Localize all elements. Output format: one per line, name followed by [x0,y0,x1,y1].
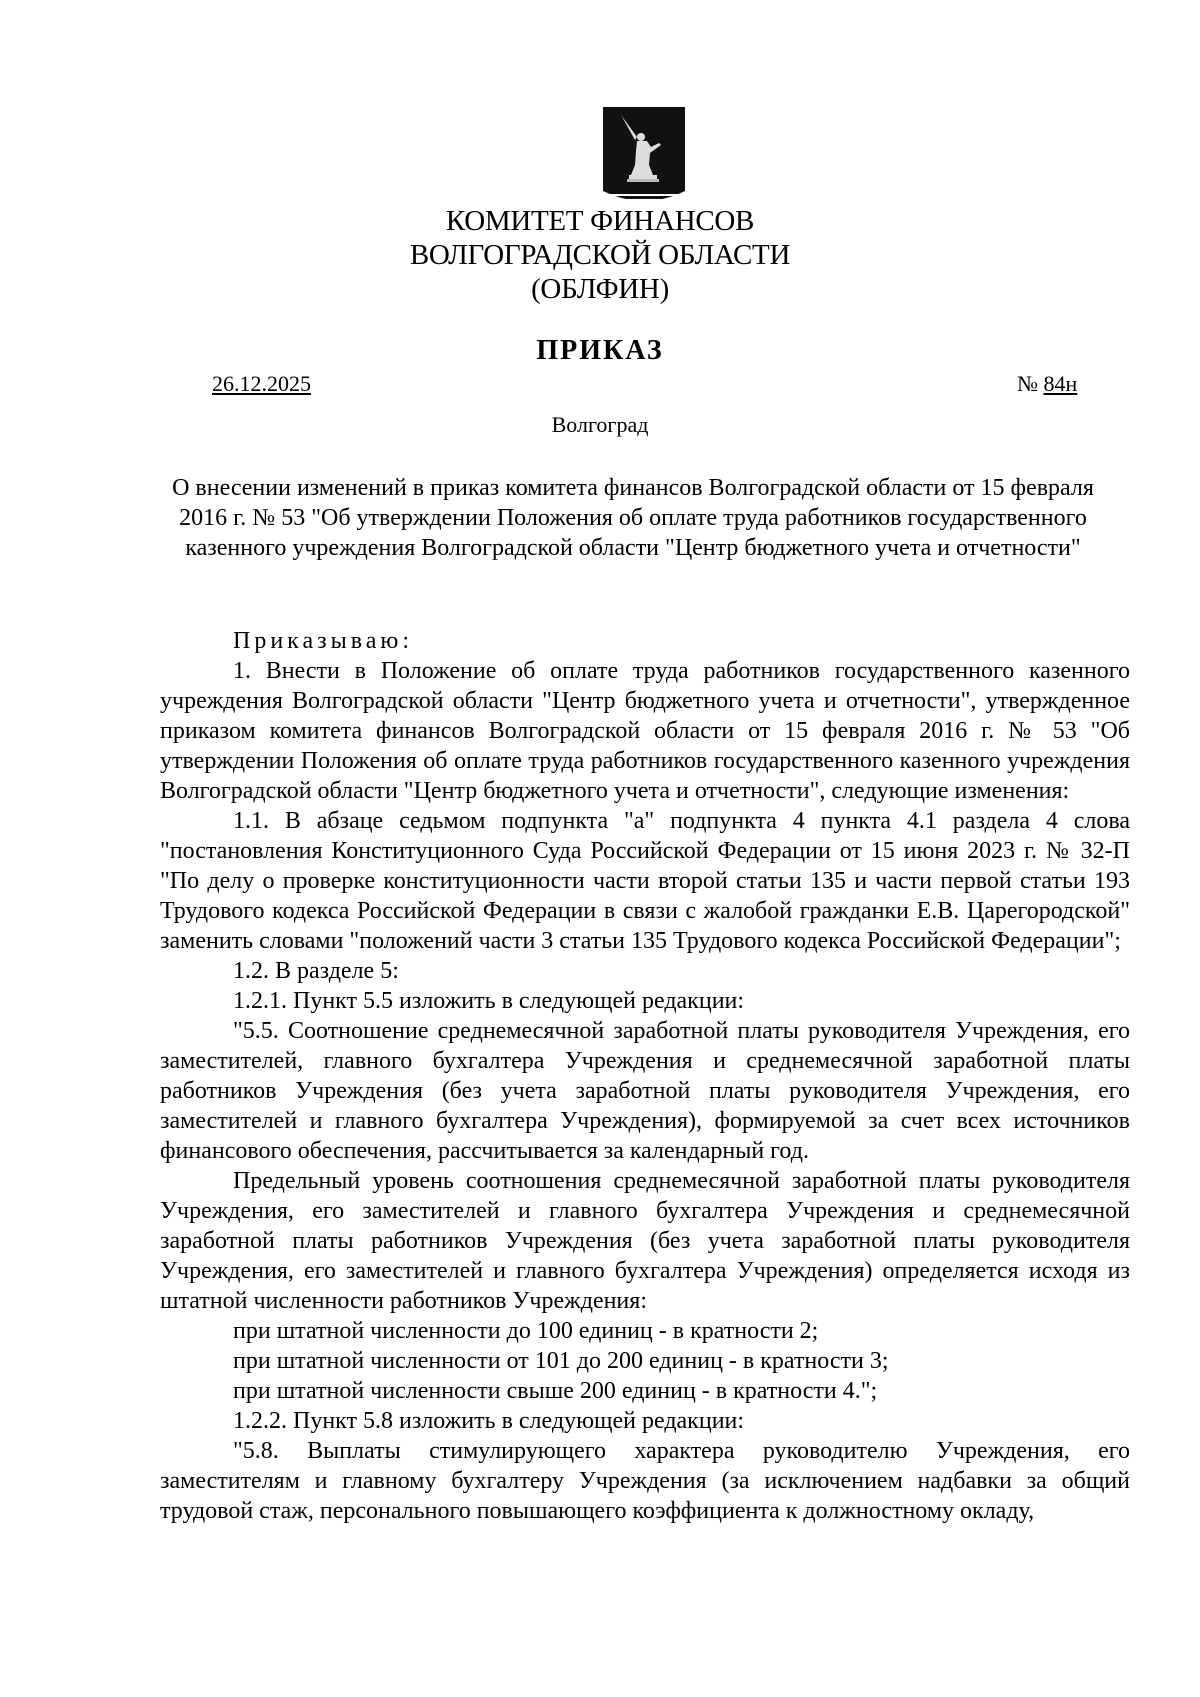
paragraph-1-2-1: 1.2.1. Пункт 5.5 изложить в следующей редакции: [233,988,745,1014]
paragraph-1-2: 1.2. В разделе 5: [233,958,399,984]
paragraph-1-1: 1.1. В абзаце седьмом подпункта "а" подпункта 4 пункта 4.1 раздела 4 слова "постановления Конституционного Суда Российской Федерации от 15 июня 2023 г. № 32-П "По делу о проверке конституционности части второй статьи 135 и части первой статьи 193 Трудового кодекса Российской Федерации в связи с жалобой гражданки Е.В. Царегородской" заменить словами "положений части 3 статьи 135 Трудового кодекса Российской Федерации"; [160,808,1130,954]
number-prefix: № [1017,371,1038,396]
paragraph-5-5: "5.5. Соотношение среднемесячной заработной платы руководителя Учреждения, его заместителей, главного бухгалтера Учреждения и среднемесячной заработной платы работников Учреждения (без учета заработной платы руководителя Учреждения, его заместителей и главного бухгалтера Учреждения), формируемой за счет всех источников финансового обеспечения, рассчитывается за календарный год. [160,1018,1130,1164]
document-subject: О внесении изменений в приказ комитета финансов Волгоградской области от 15 февраля 2016 г. № 53 "Об утверждении Положения об оплате труда работников государственного казенного учреждения Волгоградской области "Центр бюджетного учета и отчетности" [172,475,1094,561]
list-item: при штатной численности от 101 до 200 единиц - в кратности 3; [233,1348,889,1374]
paragraph-1: 1. Внести в Положение об оплате труда работников государственного казенного учреждения Волгоградской области "Центр бюджетного учета и отчетности", утвержденное приказом комитета финансов Волгоградской области от 15 февраля 2016 г. № 53 "Об утверждении Положения об оплате труда работников государственного казенного учреждения Волгоградской области "Центр бюджетного учета и отчетности", следующие изменения: [160,658,1130,804]
document-number [1017,371,1077,397]
coat-of-arms-icon [603,107,685,211]
org-line-3: (ОБЛФИН) [531,273,669,305]
paragraph-ratio-level: Предельный уровень соотношения среднемесячной заработной платы руководителя Учреждения, его заместителей и главного бухгалтера Учреждения и среднемесячной заработной платы работников Учреждения (без учета заработной платы руководителя Учреждения, его заместителей и главного бухгалтера Учреждения) определяется исходя из штатной численности работников Учреждения: [160,1168,1130,1314]
list-item: при штатной численности до 100 единиц - в кратности 2; [233,1318,819,1344]
document-body [160,626,1130,1526]
org-line-1: КОМИТЕТ ФИНАНСОВ [445,205,755,237]
order-word: Приказываю: [233,628,413,654]
document-date: 26.12.2025 [212,371,311,396]
org-line-2: ВОЛГОГРАДСКОЙ ОБЛАСТИ [409,239,791,271]
organization-name [0,204,1200,306]
paragraph-5-8: "5.8. Выплаты стимулирующего характера руководителю Учреждения, его заместителям и главному бухгалтеру Учреждения (за исключением надбавки за общий трудовой стаж, персонального повышающего коэффициента к должностному окладу, [160,1438,1130,1524]
document-city: Волгоград [551,412,649,437]
number-value: 84н [1043,371,1078,396]
list-item: при штатной численности свыше 200 единиц - в кратности 4."; [233,1378,878,1404]
document-type: ПРИКАЗ [536,335,664,366]
paragraph-1-2-2: 1.2.2. Пункт 5.8 изложить в следующей редакции: [233,1408,745,1434]
